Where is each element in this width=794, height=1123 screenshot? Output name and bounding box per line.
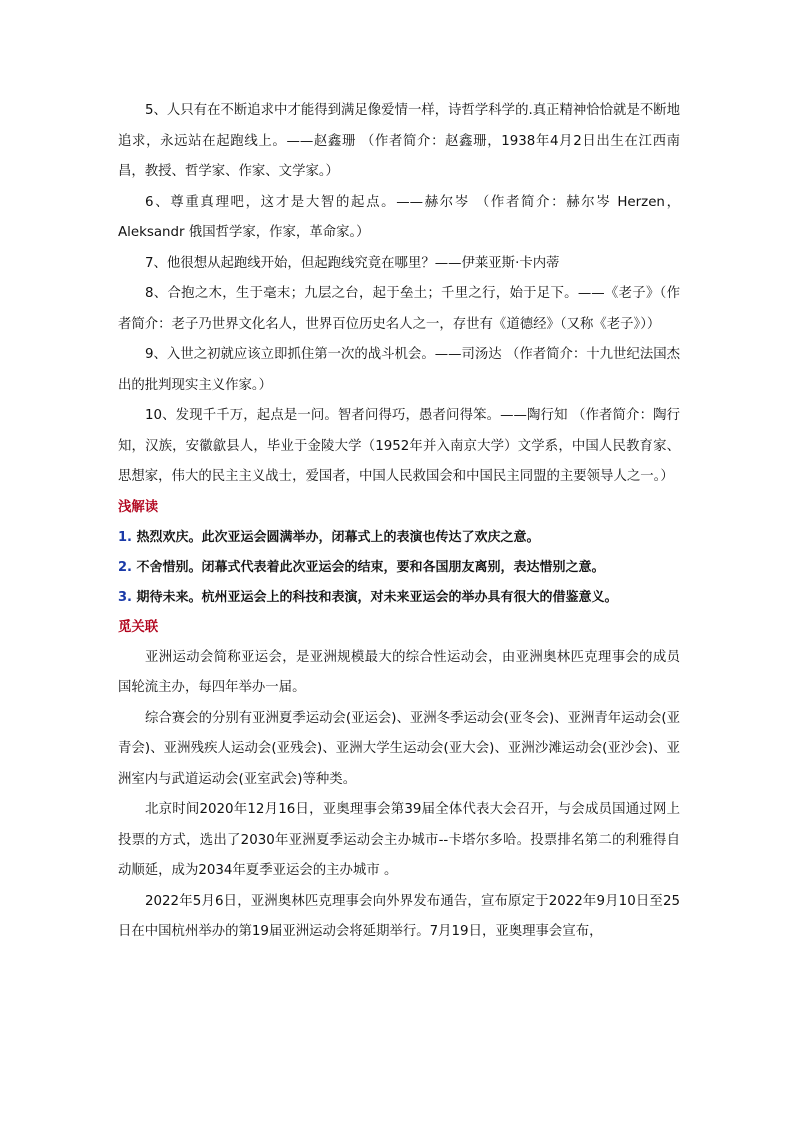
quote-5: 5、人只有在不断追求中才能得到满足像爱情一样，诗哲学科学的.真正精神恰恰就是不断地追求，永远站在起跑线上。——赵鑫珊 （作者简介：赵鑫珊，1938年4月2日出生在江西南昌，教授、哲学家、作家、文学家。） bbox=[118, 103, 681, 179]
related-title: 觅关联 bbox=[118, 619, 159, 635]
shallow-reading-item-1 bbox=[118, 523, 680, 553]
item-text: 期待未来。杭州亚运会上的科技和表演，对未来亚运会的举办具有很大的借鉴意义。 bbox=[136, 589, 618, 605]
quote-10: 10、发现千千万，起点是一问。智者问得巧，愚者问得笨。——陶行知 （作者简介：陶行知，汉族，安徽歙县人，毕业于金陵大学（1952年并入南京大学）文学系，中国人民教育家、思想家，伟大的民主主义战士，爱国者，中国人民救国会和中国民主同盟的主要领导人之一。） bbox=[118, 408, 680, 484]
shallow-reading-title: 浅解读 bbox=[118, 499, 159, 515]
related-paragraph-4: 2022年5月6日，亚洲奥林匹克理事会向外界发布通告，宣布原定于2022年9月10日至25日在中国杭州举办的第19届亚洲运动会将延期举行。7月19日，亚奥理事会宣布， bbox=[118, 893, 680, 939]
shallow-reading-item-2 bbox=[118, 553, 680, 583]
shallow-reading-item-3 bbox=[118, 583, 680, 613]
item-number: 3. bbox=[118, 589, 132, 605]
related-paragraph-2: 综合赛会的分别有亚洲夏季运动会(亚运会)、亚洲冬季运动会(亚冬会)、亚洲青年运动会(亚青会)、亚洲残疾人运动会(亚残会)、亚洲大学生运动会(亚大会)、亚洲沙滩运动会(亚沙会)、亚洲室内与武道运动会(亚室武会)等种类。 bbox=[118, 710, 680, 787]
related-paragraph-3: 北京时间2020年12月16日，亚奥理事会第39届全体代表大会召开，与会成员国通过网上投票的方式，选出了2030年亚洲夏季运动会主办城市--卡塔尔多哈。投票排名第二的利雅得自动顺延，成为2034年夏季亚运会的主办城市 。 bbox=[118, 802, 680, 878]
quote-8: 8、合抱之木，生于毫末；九层之台，起于垒土；千里之行，始于足下。——《老子》（作者简介：老子乃世界文化名人，世界百位历史名人之一，存世有《道德经》（又称《老子》）） bbox=[118, 286, 680, 332]
quote-7: 7、他很想从起跑线开始，但起跑线究竟在哪里？——伊莱亚斯·卡内蒂 bbox=[145, 255, 560, 271]
quote-9: 9、入世之初就应该立即抓住第一次的战斗机会。——司汤达 （作者简介：十九世纪法国杰出的批判现实主义作家。） bbox=[118, 347, 681, 393]
quote-6: 6、尊重真理吧，这才是大智的起点。——赫尔岑 （作者简介：赫尔岑 Herzen，Aleksandr 俄国哲学家，作家，革命家。） bbox=[118, 194, 680, 240]
item-text: 热烈欢庆。此次亚运会圆满举办，闭幕式上的表演也传达了欢庆之意。 bbox=[136, 529, 540, 545]
document-page bbox=[118, 96, 680, 948]
item-text: 不舍惜别。闭幕式代表着此次亚运会的结束，要和各国朋友离别，表达惜别之意。 bbox=[136, 559, 605, 575]
item-number: 2. bbox=[118, 559, 132, 575]
related-paragraph-1: 亚洲运动会简称亚运会，是亚洲规模最大的综合性运动会，由亚洲奥林匹克理事会的成员国轮流主办，每四年举办一届。 bbox=[118, 649, 680, 695]
item-number: 1. bbox=[118, 529, 132, 545]
